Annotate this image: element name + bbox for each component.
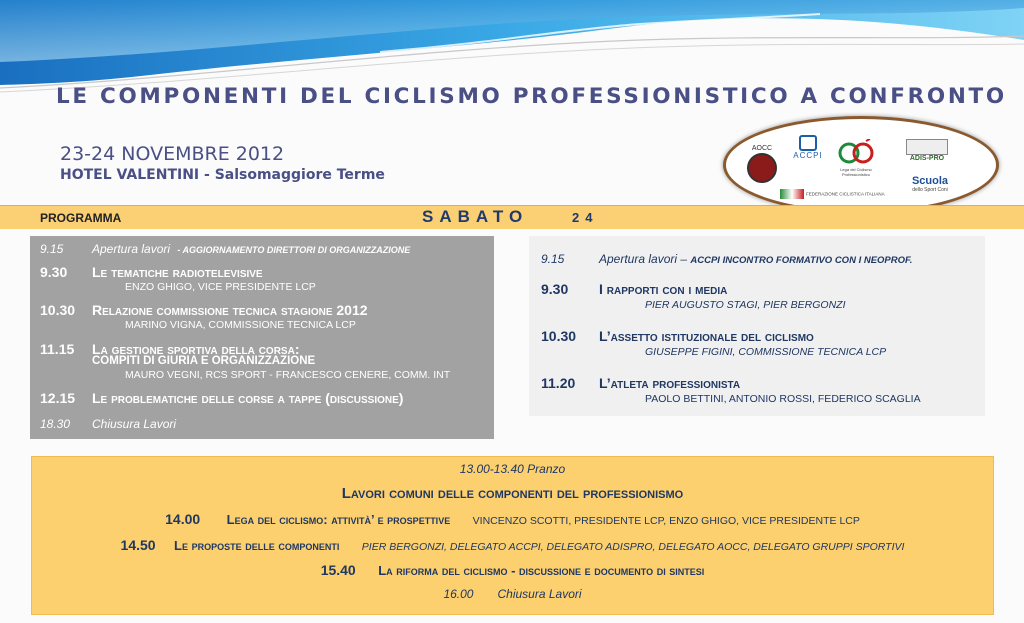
speakers: MAURO VEGNI, RCS SPORT - FRANCESCO CENERE, COMM. INT <box>125 369 451 381</box>
schedule-row: 14.50 Le proposte delle componenti PIER BERGONZI, DELEGATO ACCPI, DELEGATO ADISPRO, DELEGATO AOCC, DELEGATO GRUPPI SPORTIVI <box>120 537 905 553</box>
schedule-row: 14.00 Lega del ciclismo: attività’ e prospettive VINCENZO SCOTTI, PRESIDENTE LCP, ENZO GHIGO, VICE PRESIDENTE LCP <box>165 511 860 527</box>
schedule-row: 12.15 Le problematiche delle corse a tappe (discussione) <box>40 390 404 406</box>
schedule-row: 16.00 Chiusura Lavori <box>443 587 582 601</box>
schedule-row: 9.15 Apertura lavori – ACCPI INCONTRO FORMATIVO CON I NEOPROF. <box>541 252 913 266</box>
schedule-row: 11.20 L’atleta professionista <box>541 375 741 391</box>
speakers: ENZO GHIGO, VICE PRESIDENTE LCP <box>125 281 316 293</box>
aocc-logo: AOCC <box>744 153 780 181</box>
schedule-row: 9.15 Apertura lavori - AGGIORNAMENTO DIRETTORI DI ORGANIZZAZIONE <box>40 242 411 256</box>
speakers: PIER AUGUSTO STAGI, PIER BERGONZI <box>645 299 846 311</box>
event-venue: HOTEL VALENTINI - Salsomaggiore Terme <box>60 167 385 183</box>
schedule-row: 11.15 La gestione sportiva della corsa: <box>40 341 300 357</box>
adispro-logo: ADIS-PRO <box>904 139 950 162</box>
page-title: LE COMPONENTI DEL CICLISMO PROFESSIONISTICO A CONFRONTO <box>56 84 1007 109</box>
scuola-dello-sport-logo: Scuola dello Sport Coni <box>911 175 949 193</box>
schedule-row: 9.30 I rapporti con i media <box>541 281 728 297</box>
schedule-row: 10.30 L’assetto istituzionale del ciclismo <box>541 328 814 344</box>
header-wave-graphic <box>0 0 1024 95</box>
schedule-row: 10.30 Relazione commissione tecnica stagione 2012 <box>40 302 368 318</box>
lega-ciclismo-logo: Lega del Ciclismo Professionistico <box>826 139 886 177</box>
day-number: 24 <box>572 210 599 225</box>
sponsor-logos-panel <box>723 116 999 214</box>
schedule-row: 18.30 Chiusura Lavori <box>40 417 177 431</box>
speakers: MARINO VIGNA, COMMISSIONE TECNICA LCP <box>125 319 356 331</box>
schedule-row: 15.40 La riforma del ciclismo - discussione e documento di sintesi <box>320 562 705 578</box>
common-session-panel <box>31 456 994 615</box>
programma-label: PROGRAMMA <box>40 211 122 225</box>
session-heading: Lavori comuni delle componenti del professionismo <box>341 485 684 502</box>
federazione-ciclistica-logo: FEDERAZIONE CICLISTICA ITALIANA <box>780 189 910 199</box>
event-date: 23-24 NOVEMBRE 2012 <box>60 143 285 165</box>
lunch-row: 13.00-13.40 Pranzo <box>459 462 566 476</box>
schedule-right-panel <box>529 236 985 416</box>
subtitle: COMPITI DI GIURIA E ORGANIZZAZIONE <box>92 355 316 367</box>
schedule-left-panel <box>30 236 494 439</box>
schedule-row: 9.30 Le tematiche radiotelevisive <box>40 264 263 280</box>
programma-band <box>0 205 1024 229</box>
day-label: SABATO <box>422 207 529 226</box>
speakers: GIUSEPPE FIGINI, COMMISSIONE TECNICA LCP <box>645 346 887 358</box>
accpi-logo: ACCPI <box>788 135 828 160</box>
speakers: PAOLO BETTINI, ANTONIO ROSSI, FEDERICO SCAGLIA <box>645 393 921 405</box>
